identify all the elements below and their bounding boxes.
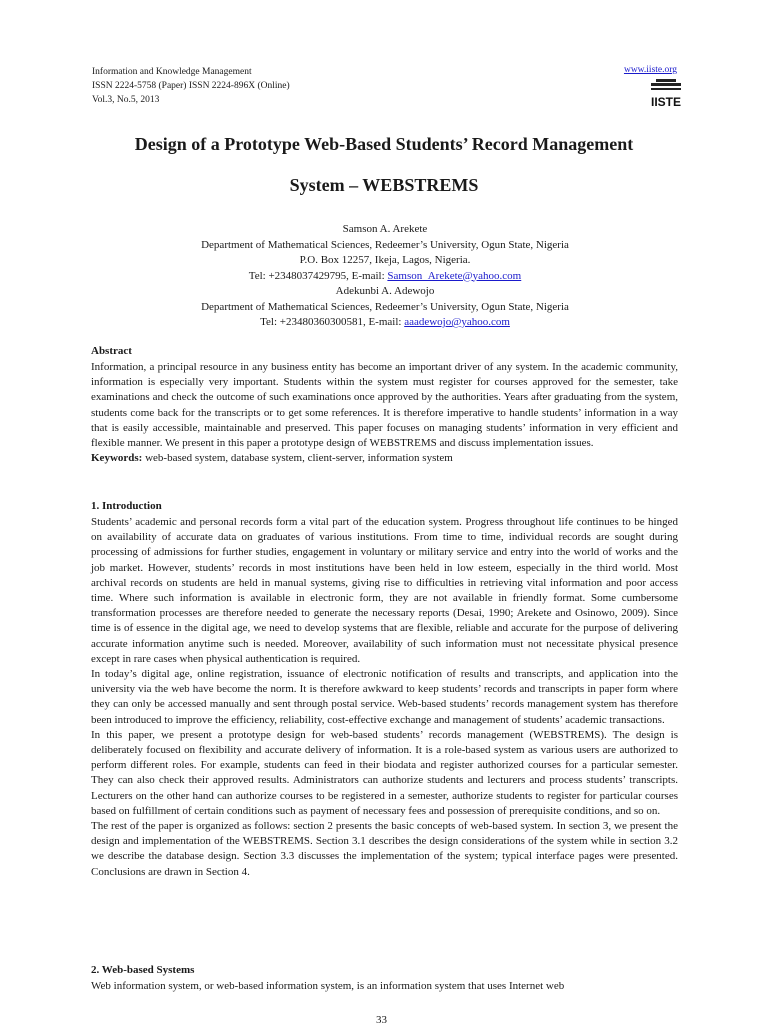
author2-department: Department of Mathematical Sciences, Redeemer’s University, Ogun State, Nigeria bbox=[201, 300, 569, 313]
web-systems-paragraph-1: Web information system, or web-based information system, is an information system that uses Internet web bbox=[91, 980, 565, 992]
author2-tel: Tel: +23480360300581, E-mail: bbox=[260, 316, 405, 328]
abstract-body bbox=[91, 360, 678, 466]
introduction-heading: 1. Introduction bbox=[91, 500, 162, 512]
web-systems-heading: 2. Web-based Systems bbox=[91, 964, 195, 976]
keywords-label: Keywords: bbox=[91, 452, 143, 465]
author1-contact bbox=[90, 269, 680, 285]
svg-text:IISTE: IISTE bbox=[650, 95, 682, 109]
journal-name: Information and Knowledge Management bbox=[92, 67, 252, 77]
intro-paragraph-2: In today’s digital age, online registration, issuance of electronic notification of results and transcripts, and application into the university via the web have become the norm. It is therefore awkward to keep students’ records and transcripts in paper form where they can only be accessed manually and sent through postal service. Web-based students’ records management system has therefore been introduced to improve the efficiency, reliability, cost-effective exchange and management of students’ academic transactions. bbox=[91, 668, 678, 726]
page-number: 33 bbox=[376, 1014, 387, 1026]
author1-name: Samson A. Arekete bbox=[342, 223, 428, 235]
intro-paragraph-3: In this paper, we present a prototype design for web-based students’ records management (WEBSTREMS). The design is deliberately focused on flexibility and accurate delivery of information. It is a role-based system as various users are authorized to perform different roles. For example, students can feed in their biodata and register authorized courses for a particular semester. They can also check their approved results. Administrators can authorize students and lecturers and process students’ transcripts. Lecturers on the other hand can authorize courses to be registered in a semester, authorize students to register for particular courses based on fulfillment of certain conditions such as payment of necessary fees and possession of prerequisite conditions, and so on. bbox=[91, 728, 678, 817]
web-systems-body bbox=[91, 979, 678, 994]
volume: Vol.3, No.5, 2013 bbox=[92, 95, 160, 105]
journal-website-link[interactable]: www.iiste.org bbox=[623, 65, 677, 75]
keywords-line bbox=[91, 451, 678, 466]
author1-tel: Tel: +2348037429795, E-mail: bbox=[248, 269, 388, 282]
author2-name: Adekunbi A. Adewojo bbox=[335, 285, 435, 297]
author1-address: P.O. Box 12257, Ikeja, Lagos, Nigeria. bbox=[299, 254, 471, 266]
iiste-logo bbox=[650, 79, 682, 109]
author1-department: Department of Mathematical Sciences, Redeemer’s University, Ogun State, Nigeria bbox=[201, 238, 569, 251]
author2-email-link[interactable]: aaadewojo@yahoo.com bbox=[404, 316, 510, 328]
author1-email-link[interactable]: Samson_Arekete@yahoo.com bbox=[387, 269, 522, 282]
journal-header bbox=[92, 65, 290, 107]
author2-contact bbox=[90, 315, 680, 331]
paper-title-line2: System – WEBSTREMS bbox=[289, 175, 479, 195]
issn: ISSN 2224-5758 (Paper) ISSN 2224-896X (Online) bbox=[92, 81, 290, 91]
keywords-text: web-based system, database system, client-server, information system bbox=[142, 452, 453, 465]
author-block bbox=[90, 222, 680, 331]
introduction-body bbox=[91, 515, 678, 880]
intro-paragraph-4: The rest of the paper is organized as follows: section 2 presents the basic concepts of web-based system. In section 3, we present the design and implementation of the WEBSTREMS. Section 3.1 describes the design considerations of the system while in section 3.2 we describe the database design. Section 3.3 discusses the implementation of the system; typical interface pages were presented. Conclusions are drawn in Section 4. bbox=[91, 820, 678, 878]
paper-title-line1: Design of a Prototype Web-Based Students’ Record Management bbox=[134, 134, 634, 154]
abstract-text: Information, a principal resource in any business entity has become an important driver of any system. In the academic community, information is especially very important. Students within the system must register for courses approved for the semester, take examinations and check the outcome of such examinations once approved by the authorities. Years after graduating from the system, students come back for the transcripts or to get some references. It is therefore imperative to handle students’ information in a way that is easily accessible, maintainable and preserved. This paper focuses on managing students’ information in very efficient and flexible manner. We present in this paper a prototype design of WEBSTREMS and discuss implementation issues. bbox=[91, 361, 678, 450]
abstract-heading: Abstract bbox=[91, 345, 132, 357]
intro-paragraph-1: Students’ academic and personal records form a vital part of the education system. Progress throughout life continues to be hinged on availability of accurate data on graduates of various institutions. From time to time, individual records are sought during processing of admissions for further studies, engagement in voluntary or military service and entry into the world of works and the job market. However, students’ records in most institutions have been held in low esteem, especially in the third world. Most archival records on students are held in manual systems, giving rise to difficulties in retrieving vital information and poor access time. Where such information is available in electronic form, they are not available in friendly format. Some cumbersome transformation processes are therefore needed to generate the necessary reports (Desai, 1990; Arekete and Osinowo, 2009). Since time is of essence in the digital age, we need to develop systems that are flexible, reliable and accurate for the purpose of delivering accurate information anytime such is needed. Moreover, availability of such information must not necessitate physical presence except in rare cases when physical authentication is required. bbox=[91, 516, 678, 665]
